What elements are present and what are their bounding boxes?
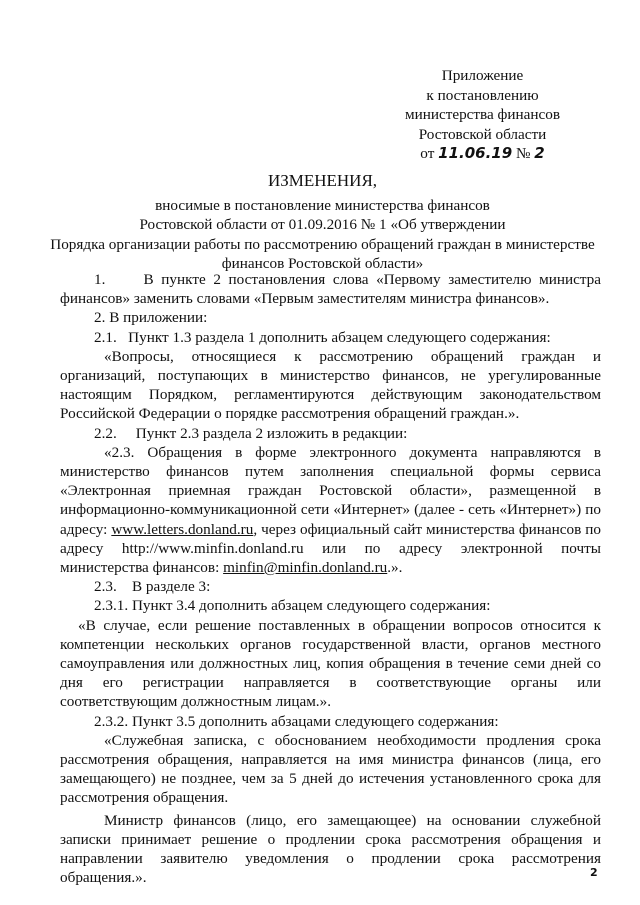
subtitle-line-4: финансов Ростовской области» <box>221 254 424 272</box>
subtitle-line-2: Ростовской области от 01.09.2016 № 1 «Об утверждении <box>139 216 506 234</box>
page-number: 2 <box>590 866 598 879</box>
paragraph-2-2-text-a: «2.3. Обращения в форме электронного документа направляются в министерство финансов путем заполнения специальной формы сервиса «Электронная приемная граждан Ростовской области», размещенной в информационно-коммуникационной сети «Интернет» (далее - сеть «Интернет») по адресу: <box>60 443 601 538</box>
annex-date-line <box>395 144 570 164</box>
paragraph-2-2: 2.2. Пункт 2.3 раздела 2 изложить в редакции: <box>94 424 408 442</box>
annex-date-prefix: от <box>420 145 435 162</box>
subtitle-line-1: вносимые в постановление министерства финансов <box>155 197 490 214</box>
annex-line-2: к постановлению <box>426 86 539 104</box>
paragraph-2-2-text-c: .». <box>387 559 403 577</box>
paragraph-2-2-quote <box>60 443 601 577</box>
document-title: ИЗМЕНЕНИЯ, <box>267 171 378 190</box>
document-title-block <box>40 170 605 273</box>
document-body <box>60 270 601 888</box>
annex-header <box>395 66 570 164</box>
paragraph-1: 1. В пункте 2 постановления слова «Первому заместителю министра финансов» заменить словами «Первым заместителям министра финансов». <box>60 271 601 308</box>
paragraph-2-2-text-b: , через официальный сайт министерства финансов по адресу http://www.minfin.donland.ru или по адресу электронной почты министерства финансов: <box>60 520 601 577</box>
annex-line-1: Приложение <box>441 67 524 84</box>
paragraph-2-3-2-quote-2: Министр финансов (лицо, его замещающее) на основании служебной записки принимает решение о продлении срока рассмотрения обращения и направлении заявителю уведомления о продлении срока рассмотрения обращения.». <box>60 811 601 887</box>
annex-number-prefix: № <box>515 145 531 162</box>
paragraph-2-3-2-quote-1: «Служебная записка, с обоснованием необходимости продления срока рассмотрения обращения, направляется на имя министра финансов (лица, его замещающего) не позднее, чем за 5 дней до истечения установленного срока для рассмотрения обращения. <box>60 731 601 807</box>
subtitle-line-3: Порядка организации работы по рассмотрению обращений граждан в министерстве <box>50 235 595 253</box>
annex-date-handwritten: 11.06.19 <box>438 144 513 162</box>
email-link[interactable]: minfin@minfin.donland.ru <box>223 559 388 577</box>
paragraph-2-1: 2.1. Пункт 1.3 раздела 1 дополнить абзацем следующего содержания: <box>94 328 551 346</box>
annex-line-3: министерства финансов <box>404 106 561 123</box>
paragraph-2-3: 2.3. В разделе 3: <box>94 578 211 596</box>
paragraph-2-3-1: 2.3.1. Пункт 3.4 дополнить абзацем следующего содержания: <box>94 597 491 615</box>
annex-line-4: Ростовской области <box>418 125 547 143</box>
annex-number-handwritten: 2 <box>534 144 545 162</box>
letters-link[interactable]: www.letters.donland.ru <box>111 520 254 538</box>
paragraph-2-3-1-quote: «В случае, если решение поставленных в обращении вопросов относится к компетенции нескольких органов государственной власти, органов местного самоуправления или должностных лиц, копия обращения в течение семи дней со дня его регистрации направляется в соответствующие органы или соответствующим должностным лицам.». <box>60 616 601 711</box>
paragraph-2-3-2: 2.3.2. Пункт 3.5 дополнить абзацами следующего содержания: <box>94 712 499 730</box>
paragraph-2: 2. В приложении: <box>94 309 208 327</box>
paragraph-2-1-quote: «Вопросы, относящиеся к рассмотрению обращений граждан и организаций, поступающих в министерство финансов, не урегулированные настоящим Порядком, регламентируются действующим законодательством Российской Федерации о порядке рассмотрения обращений граждан.». <box>60 347 601 423</box>
